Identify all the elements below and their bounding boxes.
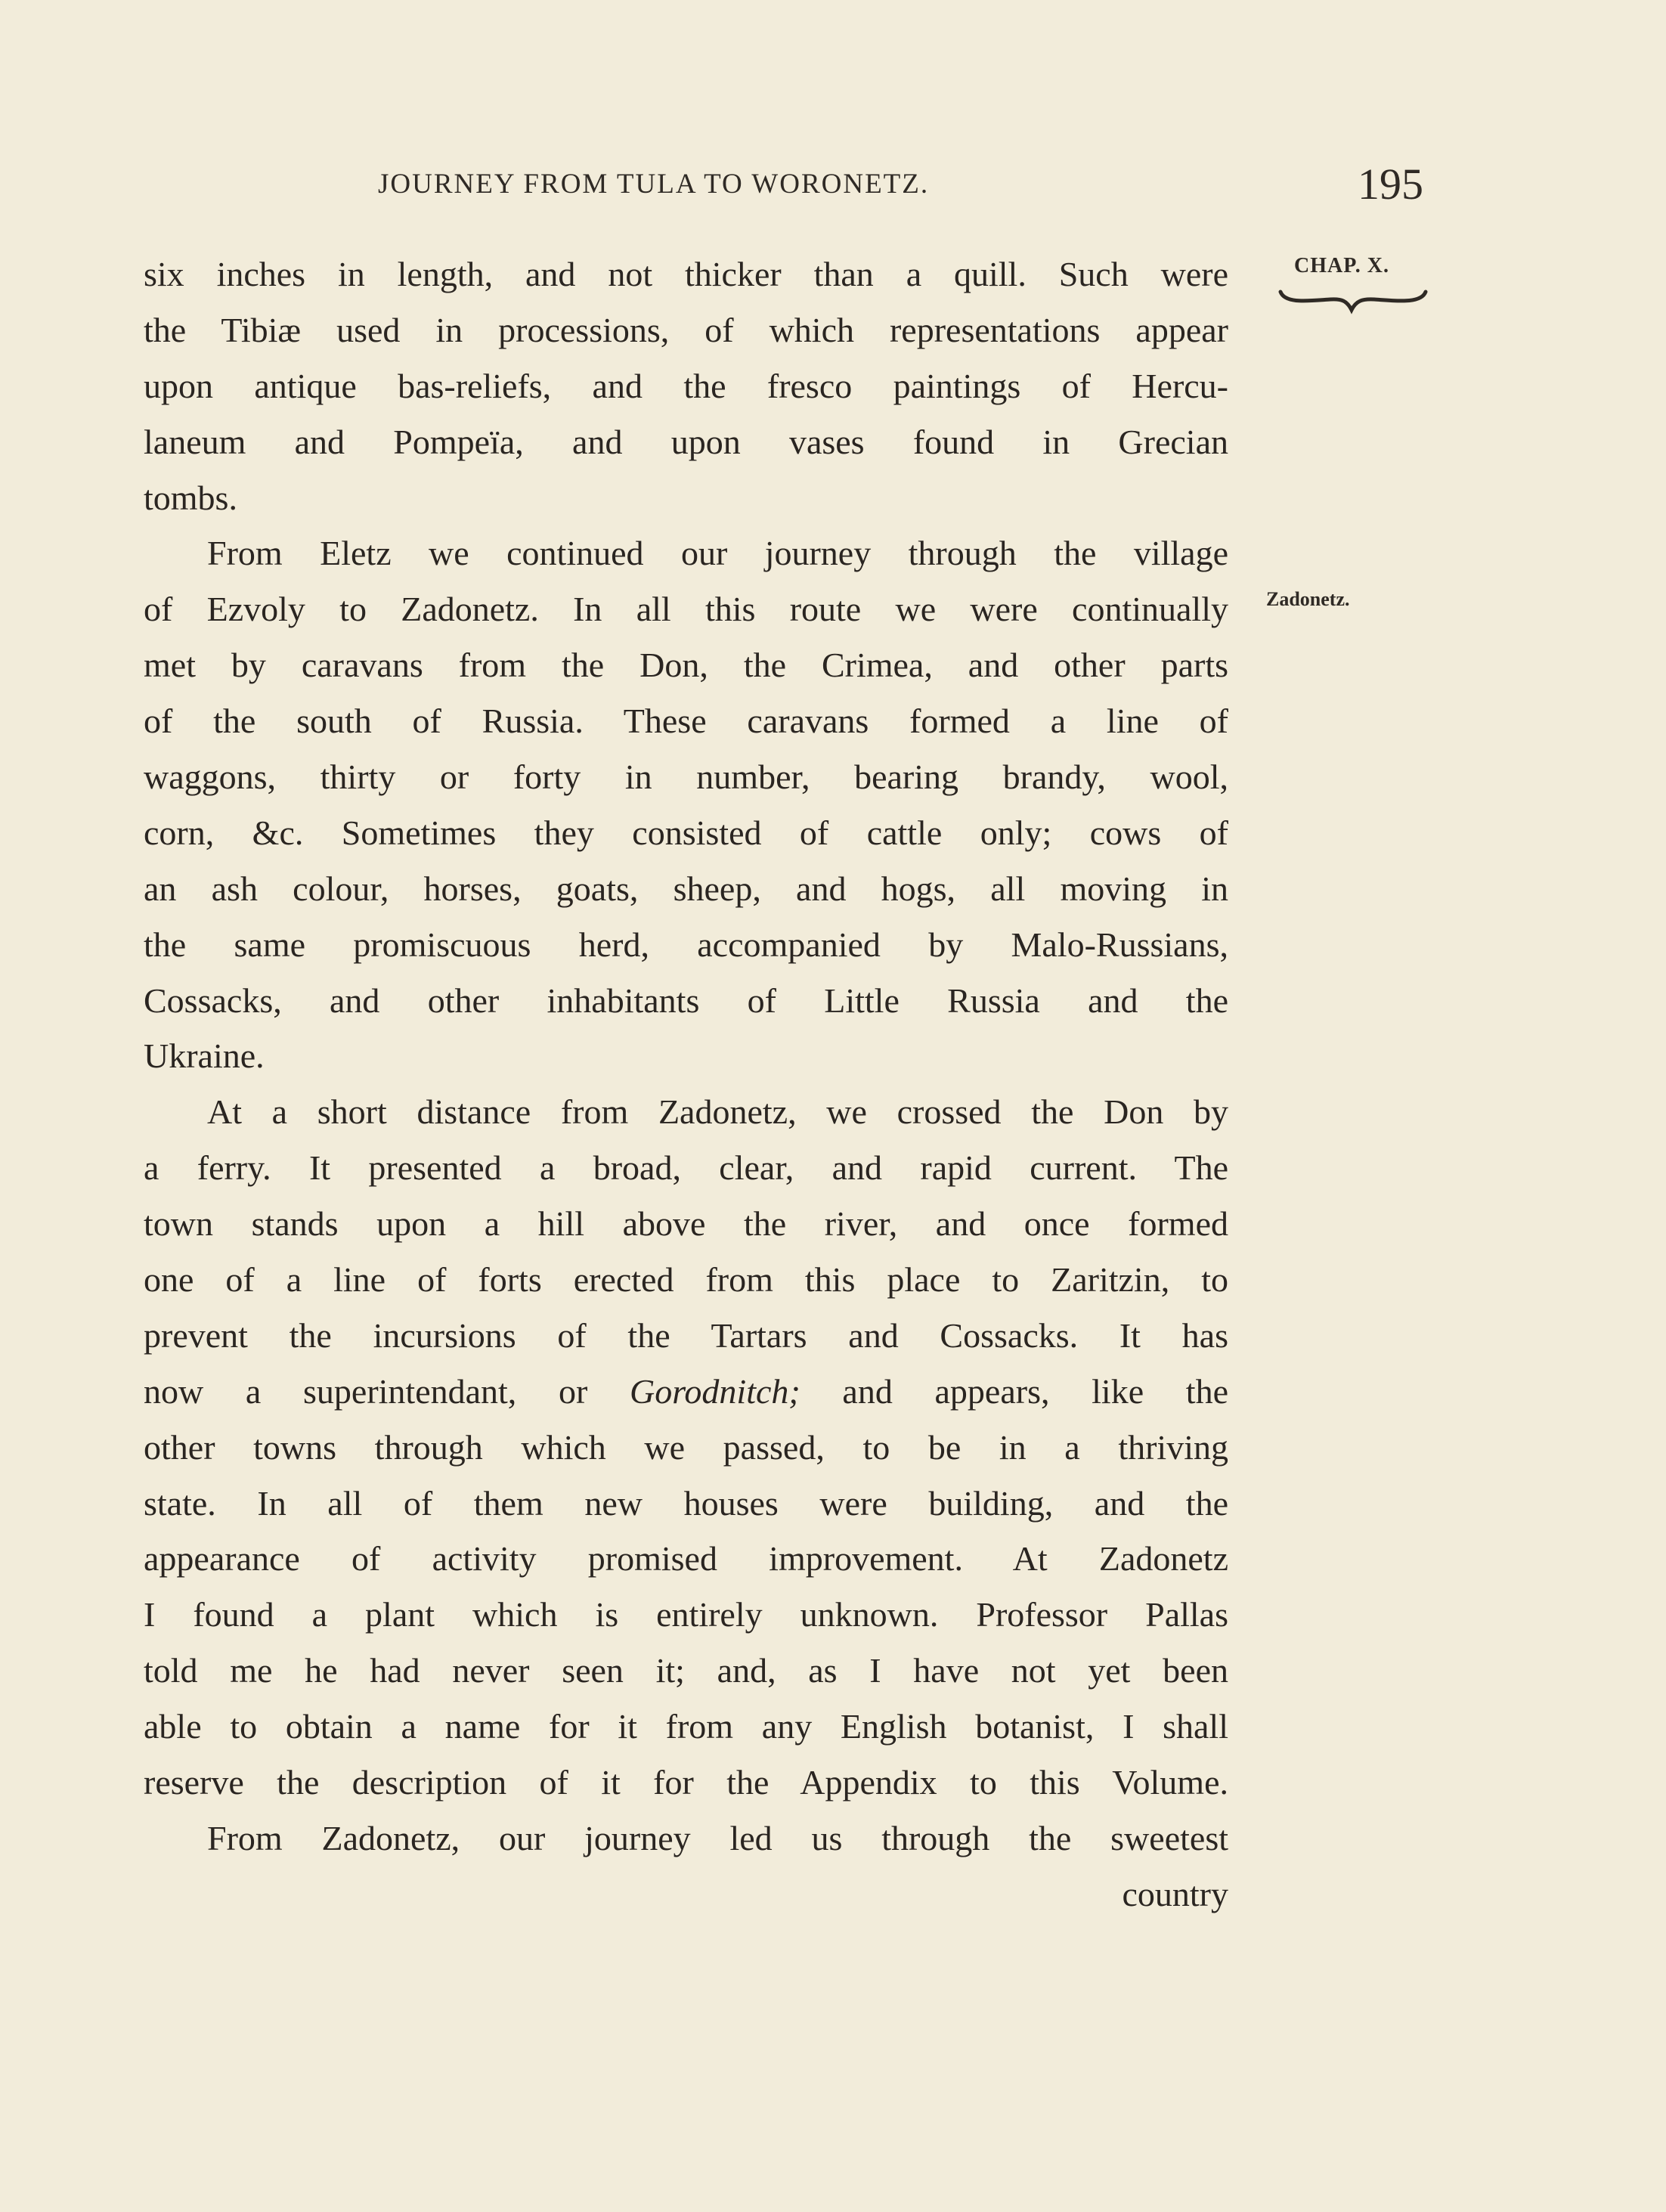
body-text [144, 246, 1228, 1922]
text-line: prevent the incursions of the Tartars and Cossacks. It has [144, 1315, 1228, 1355]
text-line: six inches in length, and not thicker than a quill. Such were [144, 255, 1228, 293]
text-line: the same promiscuous herd, accompanied by Malo-Russians, [144, 925, 1228, 964]
running-head: JOURNEY FROM TULA TO WORONETZ. [378, 169, 930, 200]
text-segment: now a superintendant, or [144, 1371, 630, 1411]
paragraph-start-line: At a short distance from Zadonetz, we crossed the Don by [207, 1092, 1228, 1132]
text-line: Ukraine. [144, 1036, 265, 1076]
text-line: met by caravans from the Don, the Crimea, and other parts [144, 646, 1228, 685]
text-line: town stands upon a hill above the river, and once formed [144, 1204, 1228, 1244]
text-line: tombs. [144, 478, 237, 517]
paragraph-start-line: From Zadonetz, our journey led us through the sweetest [207, 1818, 1228, 1857]
text-line: appearance of activity promised improvement. At Zadonetz [144, 1539, 1228, 1578]
text-line: one of a line of forts erected from this place to Zaritzin, to [144, 1260, 1228, 1300]
text-line: I found a plant which is entirely unknown. Professor Pallas [144, 1595, 1228, 1634]
text-line-gorodnitch [144, 1364, 1228, 1420]
text-line: upon antique bas-reliefs, and the fresco paintings of Hercu- [144, 366, 1228, 405]
text-line: of the south of Russia. These caravans formed a line of [144, 702, 1228, 741]
paragraph-start-line: From Eletz we continued our journey through the village [207, 534, 1228, 573]
text-line: Cossacks, and other inhabitants of Little Russia and the [144, 981, 1228, 1020]
page-number: 195 [1358, 160, 1423, 209]
catchword: country [1122, 1874, 1228, 1913]
text-line: laneum and Pompeïa, and upon vases found in Grecian [144, 422, 1228, 461]
margin-note-zadonetz: Zadonetz. [1266, 588, 1350, 610]
text-line: state. In all of them new houses were building, and the [144, 1483, 1228, 1523]
text-line: told me he had never seen it; and, as I have not yet been [144, 1651, 1228, 1690]
text-line: reserve the description of it for the Appendix to this Volume. [144, 1763, 1228, 1802]
italic-term: Gorodnitch; [630, 1371, 800, 1411]
brace-ornament [1277, 287, 1429, 318]
text-line: waggons, thirty or forty in number, bearing brandy, wool, [144, 757, 1228, 797]
text-line: a ferry. It presented a broad, clear, and rapid current. The [144, 1148, 1228, 1188]
text-line: of Ezvoly to Zadonetz. In all this route we were continually [144, 590, 1228, 629]
text-line: an ash colour, horses, goats, sheep, and hogs, all moving in [144, 869, 1228, 908]
text-line: able to obtain a name for it from any English botanist, I shall [144, 1707, 1228, 1746]
text-line: other towns through which we passed, to be in a thriving [144, 1427, 1228, 1467]
margin-chapter-label: CHAP. X. [1294, 254, 1389, 277]
text-line: corn, &c. Sometimes they consisted of cattle only; cows of [144, 813, 1228, 852]
text-segment: and appears, like the [800, 1371, 1228, 1411]
text-line: the Tibiæ used in processions, of which representations appear [144, 310, 1228, 349]
